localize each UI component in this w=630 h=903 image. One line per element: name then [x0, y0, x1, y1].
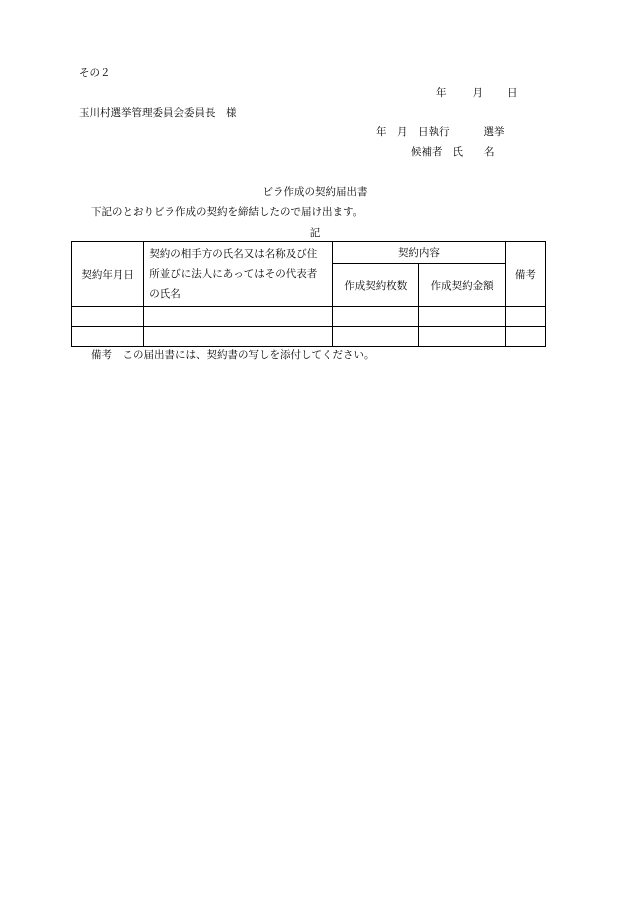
- table-row: [72, 307, 546, 327]
- form-number: その２: [79, 67, 111, 79]
- header-remarks: 備考: [505, 242, 545, 307]
- header-contract-date: 契約年月日: [72, 242, 144, 307]
- ki-marker: 記: [309, 227, 321, 239]
- date-month-label: 月: [472, 87, 483, 99]
- header-contract-party: 契約の相手方の氏名又は名称及び住所並びに法人にあってはその代表者の氏名: [144, 242, 333, 307]
- document-title: ビラ作成の契約届出書: [262, 186, 368, 198]
- header-contract-contents: 契約内容: [333, 242, 506, 264]
- candidate-line: [411, 145, 495, 159]
- cell-count: [333, 327, 419, 347]
- date-year-label: 年: [436, 87, 447, 99]
- remarks-note: 備考 この届出書には、契約書の写しを添付してください。: [91, 349, 375, 361]
- election-line: [376, 125, 505, 139]
- addressee: 玉川村選挙管理委員会委員長 様: [79, 107, 237, 119]
- candidate-name-label: 氏 名: [452, 146, 495, 158]
- cell-contract-party: [144, 327, 333, 347]
- cell-amount: [419, 327, 505, 347]
- cell-contract-date: [72, 327, 144, 347]
- header-amount: 作成契約金額: [419, 264, 505, 307]
- cell-remarks: [505, 307, 545, 327]
- table-row: [72, 327, 546, 347]
- date-day-label: 日: [507, 87, 518, 99]
- submission-date: [436, 86, 518, 100]
- intro-text: 下記のとおりビラ作成の契約を締結したので届け出ます。: [91, 206, 364, 218]
- contract-table: [71, 241, 546, 347]
- candidate-label: 候補者: [411, 146, 443, 158]
- cell-contract-party: [144, 307, 333, 327]
- cell-remarks: [505, 327, 545, 347]
- cell-contract-date: [72, 307, 144, 327]
- election-date-label: 年 月 日執行: [376, 126, 450, 138]
- election-label: 選挙: [483, 126, 505, 138]
- cell-amount: [419, 307, 505, 327]
- header-count: 作成契約枚数: [333, 264, 419, 307]
- cell-count: [333, 307, 419, 327]
